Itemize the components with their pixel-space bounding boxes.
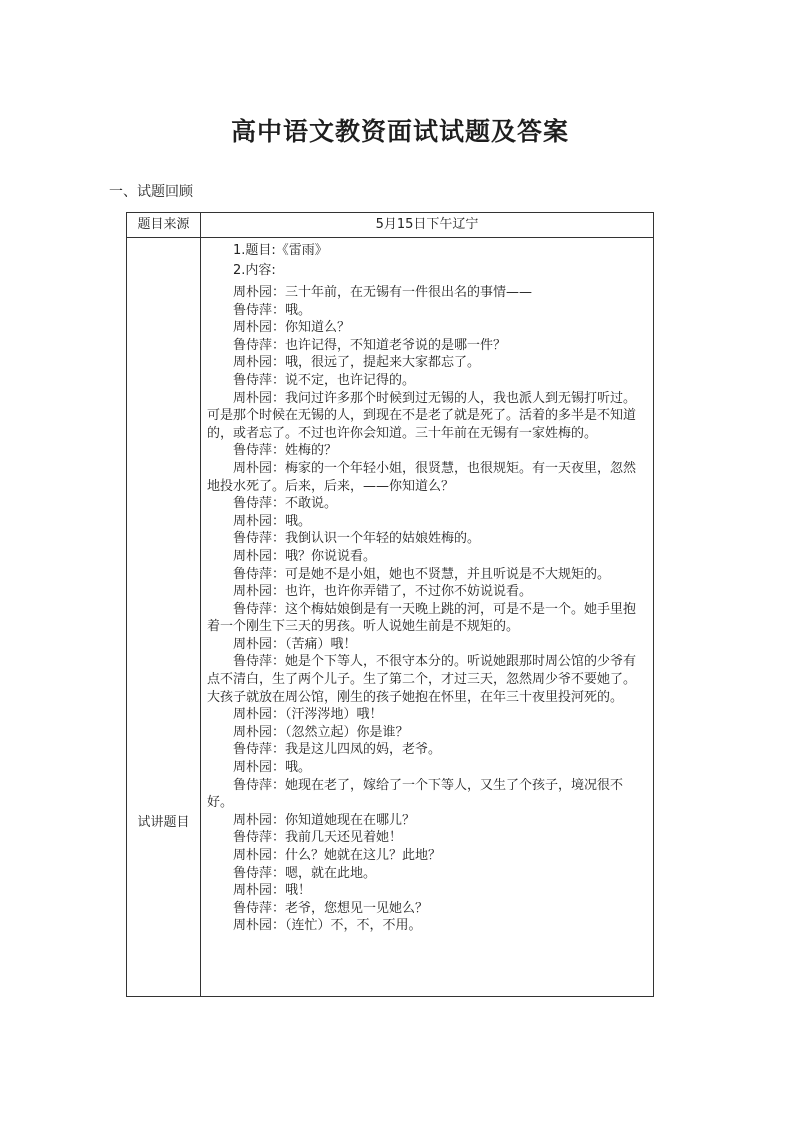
table-column-divider bbox=[200, 213, 201, 996]
question-table bbox=[126, 212, 654, 997]
table-row-divider bbox=[127, 237, 653, 238]
topic-label: 试讲题目 bbox=[137, 815, 190, 830]
dialogue-line: 鲁侍萍：姓梅的？ bbox=[233, 443, 338, 459]
section-heading: 一、试题回顾 bbox=[109, 184, 193, 200]
dialogue-line: 鲁侍萍：我是这儿四凤的妈，老爷。 bbox=[233, 742, 442, 758]
dialogue-line: 鲁侍萍：她是个下等人，不很守本分的。听说她跟那时周公馆的少爷有点不清白，生了两个儿子。生了第二个，才过三天，忽然周少爷不要她了。大孩子就放在周公馆，刚生的孩子她抱在怀里，在年三十夜里投河死的。 bbox=[207, 654, 637, 705]
dialogue-line: 周朴园：哦。 bbox=[233, 760, 312, 776]
dialogue-line: 周朴园：哦。 bbox=[233, 513, 312, 529]
source-value: 5月15日下午辽宁 bbox=[375, 217, 479, 232]
dialogue-line: 鲁侍萍：嗯，就在此地。 bbox=[233, 865, 377, 881]
dialogue-line: 鲁侍萍：她现在老了，嫁给了一个下等人，又生了个孩子，境况很不好。 bbox=[207, 777, 624, 811]
dialogue-line: 周朴园：哦？你说说看。 bbox=[233, 548, 377, 564]
dialogue-line: 周朴园：我问过许多那个时候到过无锡的人，我也派人到无锡打听过。可是那个时候在无锡的人，到现在不是老了就是死了。活着的多半是不知道的，或者忘了。不过也许你会知道。三十年前在无锡有一家姓梅的。 bbox=[207, 390, 637, 441]
dialogue-line: 鲁侍萍：哦。 bbox=[233, 302, 312, 318]
dialogue-line: 鲁侍萍：说不定，也许记得的。 bbox=[233, 372, 416, 388]
dialogue-line: 周朴园：哦！ bbox=[233, 883, 312, 899]
dialogue-line: 周朴园：（连忙）不，不，不用。 bbox=[233, 918, 422, 934]
dialogue-line: 周朴园：梅家的一个年轻小姐，很贤慧，也很规矩。有一天夜里，忽然地投水死了。后来，后来，——你知道么？ bbox=[207, 460, 637, 494]
page-title: 高中语文教资面试试题及答案 bbox=[230, 117, 569, 146]
dialogue-line: 鲁侍萍：也许记得，不知道老爷说的是哪一件？ bbox=[233, 337, 507, 353]
question-title: 1.题目:《雷雨》 bbox=[233, 243, 328, 258]
dialogue-line: 周朴园：三十年前，在无锡有一件很出名的事情—— bbox=[233, 285, 533, 300]
question-content-label: 2.内容: bbox=[233, 263, 276, 278]
dialogue-line: 周朴园：（苦痛）哦！ bbox=[233, 636, 357, 652]
dialogue-line: 鲁侍萍：我倒认识一个年轻的姑娘姓梅的。 bbox=[233, 531, 481, 547]
question-body bbox=[207, 241, 645, 935]
dialogue-line: 周朴园：哦，很远了，提起来大家都忘了。 bbox=[233, 355, 481, 371]
dialogue-line: 周朴园：也许，也许你弄错了，不过你不妨说说看。 bbox=[233, 584, 533, 600]
dialogue-line: 周朴园：什么？她就在这儿？此地？ bbox=[233, 848, 442, 863]
dialogue-line: 鲁侍萍：这个梅姑娘倒是有一天晚上跳的河，可是不是一个。她手里抱着一个刚生下三天的男孩。听人说她生前是不规矩的。 bbox=[207, 601, 637, 635]
source-label: 题目来源 bbox=[137, 217, 190, 232]
dialogue-line: 鲁侍萍：可是她不是小姐，她也不贤慧，并且听说是不大规矩的。 bbox=[233, 566, 611, 582]
dialogue-line: 周朴园：（忽然立起）你是谁？ bbox=[233, 724, 409, 740]
dialogue-line: 鲁侍萍：我前几天还见着她！ bbox=[233, 830, 403, 846]
dialogue-line: 周朴园：你知道么？ bbox=[233, 320, 351, 336]
dialogue-line: 周朴园：你知道她现在在哪儿？ bbox=[233, 812, 416, 828]
dialogue-line: 鲁侍萍：不敢说。 bbox=[233, 496, 338, 512]
dialogue-line: 周朴园：（汗涔涔地）哦！ bbox=[233, 707, 383, 723]
dialogue-lines bbox=[207, 284, 645, 935]
dialogue-line: 鲁侍萍：老爷，您想见一见她么？ bbox=[233, 900, 429, 916]
